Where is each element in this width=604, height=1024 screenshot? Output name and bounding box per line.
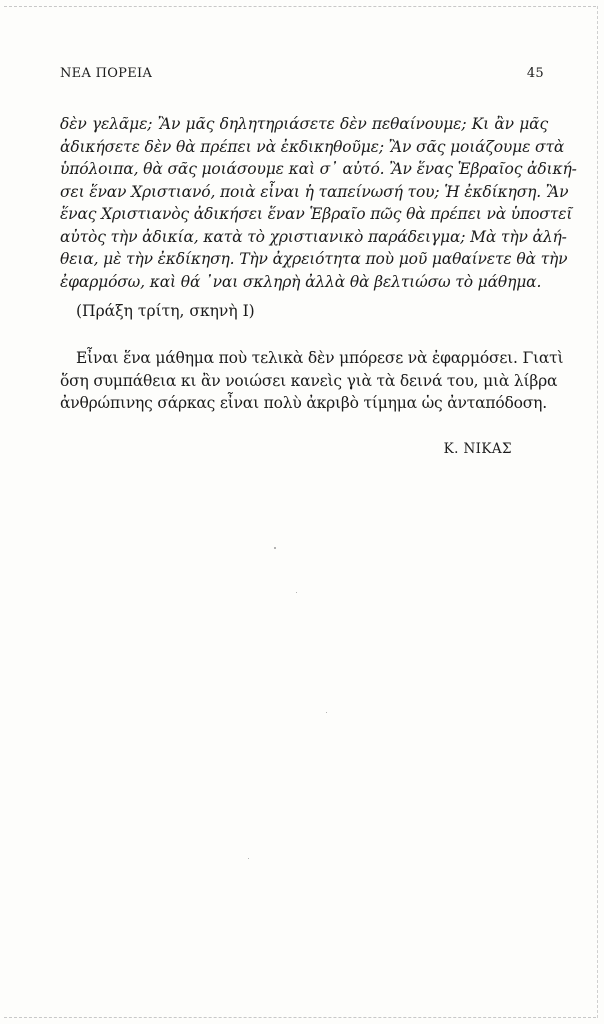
print-speck <box>248 858 249 859</box>
quote-line: ἕνας Χριστιανὸς ἀδικήσει ἕναν Ἑβραῖο πῶς θὰ πρέπει νὰ ὑποστεῖ <box>60 205 573 223</box>
paragraph-line: ὅση συμπάθεια κι ἂν νοιώσει κανεὶς γιὰ τὰ δεινά του, μιὰ λίβρα <box>60 371 558 390</box>
quote-line: ἐφαρμόσω, καὶ θά ᾽ναι σκληρὴ ἀλλὰ θὰ βελτιώσω τὸ μάθημα. <box>60 272 542 291</box>
print-speck <box>274 547 276 549</box>
body-paragraph <box>60 347 564 415</box>
quote-line: σει ἕναν Χριστιανό, ποιὰ εἶναι ἡ ταπείνωσή του; Ἡ ἐκδίκηση. Ἂν <box>60 182 569 201</box>
quote-line: ὑπόλοιπα, θὰ σᾶς μοιάσουμε καὶ σ᾽ αὐτό. Ἂν ἕνας Ἑβραῖος ἀδική- <box>60 160 577 178</box>
page-number: 45 <box>526 66 544 81</box>
quote-line: αὐτὸς τὴν ἀδικία, κατὰ τὸ χριστιανικὸ παράδειγμα; Μὰ τὴν ἀλή- <box>60 227 567 246</box>
page-edge-bottom <box>4 1017 596 1018</box>
print-speck <box>326 712 327 713</box>
paragraph-line: Εἶναι ἕνα μάθημα ποὺ τελικὰ δὲν μπόρεσε νὰ ἐφαρμόσει. Γιατὶ <box>76 349 564 367</box>
quote-line: θεια, μὲ τὴν ἐκδίκηση. Τὴν ἀχρειότητα ποὺ μοῦ μαθαίνετε θὰ τὴν <box>60 250 568 268</box>
paragraph-line: ἀνθρώπινης σάρκας εἶναι πολὺ ἀκριβὸ τίμημα ὡς ἀνταπόδοση. <box>60 394 547 412</box>
shakespeare-quote <box>60 113 577 293</box>
page-edge-top <box>4 6 596 7</box>
quote-citation: (Πράξη τρίτη, σκηνὴ Ι) <box>76 302 255 320</box>
running-title: ΝΕΑ ΠΟΡΕΙΑ <box>60 66 153 81</box>
quote-line: δὲν γελᾶμε; Ἂν μᾶς δηλητηριάσετε δὲν πεθαίνουμε; Κι ἂν μᾶς <box>60 115 548 133</box>
page-edge-right <box>597 6 598 1018</box>
print-speck <box>296 592 297 593</box>
quote-line: ἀδικήσετε δὲν θὰ πρέπει νὰ ἐκδικηθοῦμε; Ἂν σᾶς μοιάζουμε στὰ <box>60 137 565 156</box>
author-signature: Κ. ΝΙΚΑΣ <box>443 441 512 457</box>
